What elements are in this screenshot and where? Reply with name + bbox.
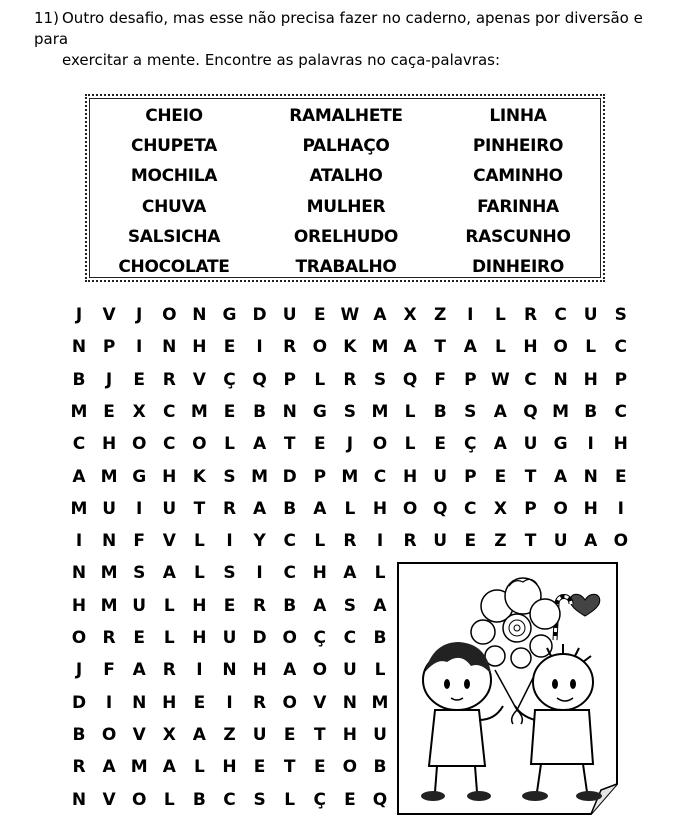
grid-letter: C — [163, 401, 176, 422]
grid-letter: C — [163, 434, 176, 455]
grid-letter: S — [464, 401, 477, 422]
grid-letter: P — [464, 369, 477, 390]
grid-letter: O — [613, 531, 629, 552]
grid-letter: G — [132, 466, 147, 487]
grid-letter: S — [373, 369, 387, 390]
grid-letter: O — [192, 434, 207, 455]
grid-letter: L — [585, 337, 597, 358]
instruction-line-1: Outro desafio, mas esse não precisa fazer no caderno, apenas por diversão e para — [34, 9, 643, 48]
grid-letter: V — [313, 692, 327, 713]
grid-letter: H — [192, 337, 207, 358]
grid-letter: F — [103, 660, 115, 681]
grid-letter: N — [583, 466, 598, 487]
grid-letter: A — [132, 660, 146, 681]
grid-letter: D — [252, 628, 267, 648]
grid-letter: H — [372, 498, 388, 519]
grid-letter: P — [524, 498, 537, 519]
word-item: RASCUNHO — [465, 226, 571, 247]
grid-letter: U — [342, 660, 357, 681]
grid-letter: A — [283, 660, 297, 681]
grid-letter: S — [343, 595, 357, 616]
grid-letter: I — [226, 692, 233, 713]
grid-letter: M — [251, 466, 269, 487]
grid-letter: C — [373, 466, 387, 487]
grid-letter: E — [133, 369, 145, 390]
grid-letter: T — [524, 531, 537, 552]
grid-letter: X — [493, 498, 507, 519]
grid-letter: H — [222, 757, 237, 778]
monica-cebolinha-ice-cream-cartoon — [395, 560, 621, 818]
grid-letter: U — [523, 434, 538, 455]
grid-letter: C — [283, 563, 296, 584]
word-item: CHOCOLATE — [118, 256, 230, 277]
grid-letter: E — [344, 789, 356, 810]
grid-letter: M — [100, 563, 118, 584]
grid-letter: L — [163, 628, 175, 648]
grid-letter: L — [193, 757, 205, 778]
grid-letter: S — [253, 789, 266, 810]
grid-letter: C — [524, 369, 537, 390]
grid-letter: O — [131, 434, 147, 455]
grid-letter: H — [71, 595, 87, 616]
grid-letter: I — [467, 305, 474, 325]
grid-letter: I — [587, 434, 594, 455]
instruction-line-2: exercitar a mente. Encontre as palavras no caça-palavras: — [62, 51, 501, 69]
grid-letter: R — [162, 660, 176, 681]
grid-letter: M — [70, 498, 88, 519]
grid-letter: Q — [432, 498, 448, 519]
grid-letter: L — [314, 369, 326, 390]
grid-letter: M — [341, 466, 359, 487]
grid-letter: L — [494, 305, 506, 325]
grid-letter: R — [343, 369, 357, 390]
grid-letter: Q — [402, 369, 418, 390]
grid-letter: A — [313, 498, 327, 519]
grid-letter: H — [162, 466, 177, 487]
grid-letter: P — [283, 369, 296, 390]
grid-letter: M — [190, 401, 208, 422]
grid-letter: C — [343, 628, 357, 648]
word-item: DINHEIRO — [472, 256, 564, 277]
grid-letter: I — [105, 692, 113, 713]
grid-letter: E — [223, 595, 236, 616]
grid-letter: E — [103, 401, 115, 422]
grid-letter: X — [162, 724, 176, 745]
grid-letter: E — [133, 628, 145, 648]
grid-letter: Ç — [223, 369, 236, 390]
grid-letter: H — [192, 595, 207, 616]
grid-letter: N — [71, 337, 87, 358]
grid-letter: I — [617, 498, 624, 519]
grid-letter: P — [102, 337, 116, 358]
grid-letter: T — [524, 466, 537, 487]
grid-letter: N — [71, 789, 87, 810]
grid-letter: R — [283, 337, 297, 358]
grid-letter: U — [433, 466, 448, 487]
grid-letter: G — [553, 434, 568, 455]
grid-letter: A — [584, 531, 598, 552]
grid-letter: R — [222, 498, 237, 519]
grid-letter: L — [404, 434, 416, 455]
grid-letter: H — [613, 434, 628, 455]
grid-letter: I — [75, 531, 83, 552]
grid-letter: D — [71, 692, 87, 713]
grid-letter: A — [493, 401, 507, 422]
grid-letter: E — [223, 401, 236, 422]
grid-letter: O — [342, 757, 358, 778]
grid-letter: R — [253, 595, 267, 616]
grid-letter: B — [72, 369, 86, 390]
grid-letter: E — [434, 434, 446, 455]
word-list-column-1 — [89, 101, 259, 282]
grid-letter: C — [223, 789, 236, 810]
grid-row — [64, 396, 634, 428]
grid-letter: L — [314, 531, 326, 552]
word-list-box — [85, 94, 605, 282]
grid-letter: U — [102, 498, 116, 519]
grid-letter: A — [253, 434, 267, 455]
grid-letter: L — [193, 531, 205, 552]
grid-letter: T — [283, 434, 296, 455]
grid-letter: U — [132, 595, 147, 616]
grid-letter: N — [222, 660, 237, 681]
grid-letter: N — [342, 692, 357, 713]
grid-letter: C — [72, 434, 86, 455]
grid-letter: F — [434, 369, 446, 390]
grid-letter: B — [283, 595, 297, 616]
grid-letter: K — [192, 466, 206, 487]
grid-letter: A — [403, 337, 417, 358]
grid-letter: E — [253, 757, 266, 778]
grid-letter: A — [554, 466, 568, 487]
grid-letter: H — [162, 692, 177, 713]
grid-letter: Q — [252, 369, 267, 390]
grid-letter: M — [100, 595, 118, 616]
grid-letter: C — [554, 305, 567, 325]
word-list-column-2 — [261, 101, 431, 282]
grid-row — [64, 299, 634, 331]
grid-letter: B — [192, 789, 206, 810]
grid-letter: S — [343, 401, 357, 422]
grid-letter: Ç — [313, 628, 327, 648]
grid-letter: O — [312, 660, 328, 681]
grid-letter: Ç — [313, 789, 327, 810]
grid-letter: U — [282, 305, 297, 325]
grid-letter: B — [373, 757, 387, 778]
grid-letter: D — [252, 305, 267, 325]
grid-letter: R — [162, 369, 176, 390]
grid-letter: T — [283, 757, 296, 778]
grid-letter: V — [102, 789, 116, 810]
grid-letter: B — [253, 401, 267, 422]
grid-letter: S — [223, 466, 236, 487]
grid-row — [64, 461, 634, 493]
grid-letter: P — [614, 369, 628, 390]
grid-letter: A — [192, 724, 206, 745]
grid-letter: R — [403, 531, 417, 552]
grid-letter: V — [192, 369, 206, 390]
grid-letter: M — [130, 757, 148, 778]
grid-letter: Z — [434, 305, 447, 325]
grid-letter: I — [256, 563, 263, 584]
instruction-text — [34, 8, 674, 71]
grid-letter: T — [313, 724, 326, 745]
grid-letter: Y — [253, 531, 266, 552]
grid-letter: E — [223, 337, 236, 358]
grid-row — [64, 364, 634, 396]
grid-letter: L — [163, 595, 175, 616]
grid-letter: U — [553, 531, 568, 552]
grid-letter: C — [464, 498, 477, 519]
grid-letter: Z — [223, 724, 236, 745]
grid-letter: J — [75, 305, 83, 325]
grid-row — [64, 525, 634, 557]
grid-letter: E — [464, 531, 477, 552]
grid-letter: F — [133, 531, 145, 552]
grid-letter: O — [402, 498, 418, 519]
grid-letter: I — [256, 337, 263, 358]
grid-letter: H — [583, 369, 598, 390]
word-item: CHEIO — [145, 106, 203, 126]
grid-letter: M — [552, 401, 570, 422]
grid-letter: N — [553, 369, 568, 390]
grid-letter: N — [162, 337, 177, 358]
grid-letter: O — [282, 628, 297, 648]
grid-letter: C — [283, 531, 296, 552]
grid-letter: L — [344, 498, 356, 519]
grid-letter: S — [223, 563, 236, 584]
grid-letter: J — [75, 660, 83, 681]
grid-letter: L — [224, 434, 235, 455]
grid-letter: A — [253, 498, 267, 519]
grid-row — [64, 493, 634, 525]
word-item: CHUVA — [141, 196, 207, 217]
grid-letter: U — [433, 531, 448, 552]
word-item: RAMALHETE — [289, 106, 403, 126]
grid-letter: M — [70, 401, 88, 422]
grid-letter: L — [404, 401, 416, 422]
grid-letter: O — [162, 305, 177, 325]
grid-letter: O — [372, 434, 388, 455]
word-item: SALSICHA — [127, 226, 221, 247]
grid-letter: X — [132, 401, 146, 422]
grid-letter: O — [282, 692, 297, 713]
grid-letter: E — [494, 466, 507, 487]
grid-letter: O — [312, 337, 328, 358]
grid-letter: N — [282, 401, 297, 422]
grid-letter: L — [494, 337, 506, 358]
grid-letter: A — [373, 305, 387, 325]
grid-letter: T — [193, 498, 206, 519]
grid-letter: S — [133, 563, 146, 584]
grid-letter: B — [72, 724, 86, 745]
grid-letter: S — [614, 305, 627, 325]
word-item: PINHEIRO — [472, 136, 564, 157]
grid-letter: D — [282, 466, 297, 487]
grid-letter: P — [464, 466, 477, 487]
grid-letter: U — [162, 498, 177, 519]
grid-letter: L — [374, 563, 386, 584]
grid-letter: V — [132, 724, 146, 745]
word-item: CAMINHO — [473, 166, 563, 187]
grid-letter: H — [523, 337, 538, 358]
grid-letter: L — [284, 789, 296, 810]
grid-letter: E — [313, 757, 326, 778]
grid-letter: L — [193, 563, 205, 584]
word-item: FARINHA — [477, 196, 559, 217]
grid-letter: C — [614, 337, 628, 358]
grid-letter: A — [313, 595, 327, 616]
grid-letter: B — [433, 401, 447, 422]
grid-letter: N — [101, 531, 117, 552]
grid-letter: H — [312, 563, 327, 584]
grid-letter: P — [313, 466, 327, 487]
grid-letter: U — [373, 724, 387, 745]
grid-row — [64, 428, 634, 460]
grid-letter: A — [102, 757, 116, 778]
grid-letter: B — [373, 628, 387, 648]
grid-letter: M — [371, 692, 389, 713]
grid-letter: O — [553, 337, 568, 358]
grid-letter: J — [346, 434, 354, 455]
grid-letter: R — [102, 628, 116, 648]
grid-letter: I — [376, 531, 384, 552]
grid-letter: A — [343, 563, 357, 584]
word-item: PALHAÇO — [302, 136, 390, 157]
grid-letter: U — [583, 305, 598, 325]
grid-letter: U — [252, 724, 267, 745]
word-item: CHUPETA — [131, 136, 217, 157]
word-item: ATALHO — [309, 166, 383, 187]
grid-letter: O — [553, 498, 568, 519]
grid-letter: E — [283, 724, 296, 745]
grid-letter: H — [101, 434, 117, 455]
grid-letter: Q — [372, 789, 388, 810]
grid-letter: A — [162, 757, 176, 778]
grid-letter: B — [283, 498, 297, 519]
grid-letter: I — [136, 498, 143, 519]
grid-letter: Z — [494, 531, 507, 552]
word-item: MOCHILA — [130, 166, 218, 187]
grid-letter: O — [71, 628, 87, 648]
grid-letter: I — [226, 531, 233, 552]
grid-letter: V — [162, 531, 176, 552]
grid-letter: I — [136, 337, 143, 358]
grid-letter: M — [100, 466, 118, 487]
grid-letter: A — [493, 434, 507, 455]
grid-letter: R — [72, 757, 86, 778]
grid-letter: E — [193, 692, 206, 713]
word-list-column-3 — [433, 101, 603, 282]
grid-letter: M — [371, 401, 389, 422]
grid-letter: H — [342, 724, 357, 745]
grid-letter: L — [374, 660, 386, 681]
grid-letter: J — [136, 305, 143, 325]
grid-letter: B — [584, 401, 598, 422]
grid-letter: E — [313, 434, 326, 455]
grid-letter: A — [463, 337, 477, 358]
grid-letter: J — [105, 369, 113, 390]
grid-letter: N — [132, 692, 147, 713]
grid-letter: W — [491, 369, 510, 390]
grid-letter: H — [252, 660, 267, 681]
grid-letter: U — [222, 628, 237, 648]
grid-letter: V — [102, 305, 116, 325]
grid-letter: R — [523, 305, 538, 325]
word-item: MULHER — [306, 196, 386, 217]
grid-letter: O — [101, 724, 117, 745]
grid-letter: I — [196, 660, 203, 681]
grid-row — [64, 331, 634, 363]
grid-letter: A — [72, 466, 86, 487]
grid-letter: A — [162, 563, 176, 584]
grid-letter: M — [371, 337, 389, 358]
grid-letter: Q — [523, 401, 538, 422]
grid-letter: E — [313, 305, 326, 325]
grid-letter: C — [614, 401, 628, 422]
grid-letter: R — [343, 531, 357, 552]
grid-letter: T — [434, 337, 446, 358]
grid-letter: N — [192, 305, 207, 325]
grid-letter: G — [312, 401, 327, 422]
grid-letter: H — [583, 498, 598, 519]
grid-letter: Ç — [464, 434, 477, 455]
word-item: TRABALHO — [295, 256, 397, 277]
grid-letter: X — [403, 305, 417, 325]
grid-letter: G — [222, 305, 237, 325]
grid-letter: L — [163, 789, 175, 810]
grid-letter: A — [373, 595, 387, 616]
grid-letter: N — [71, 563, 87, 584]
word-item: LINHA — [489, 106, 547, 126]
exercise-number: 11) — [34, 9, 59, 27]
word-item: ORELHUDO — [293, 226, 399, 247]
grid-letter: W — [340, 305, 360, 325]
grid-letter: R — [253, 692, 267, 713]
grid-letter: H — [402, 466, 418, 487]
grid-letter: E — [614, 466, 627, 487]
grid-letter: H — [192, 628, 207, 648]
grid-letter: O — [131, 789, 147, 810]
grid-letter: K — [343, 337, 357, 358]
